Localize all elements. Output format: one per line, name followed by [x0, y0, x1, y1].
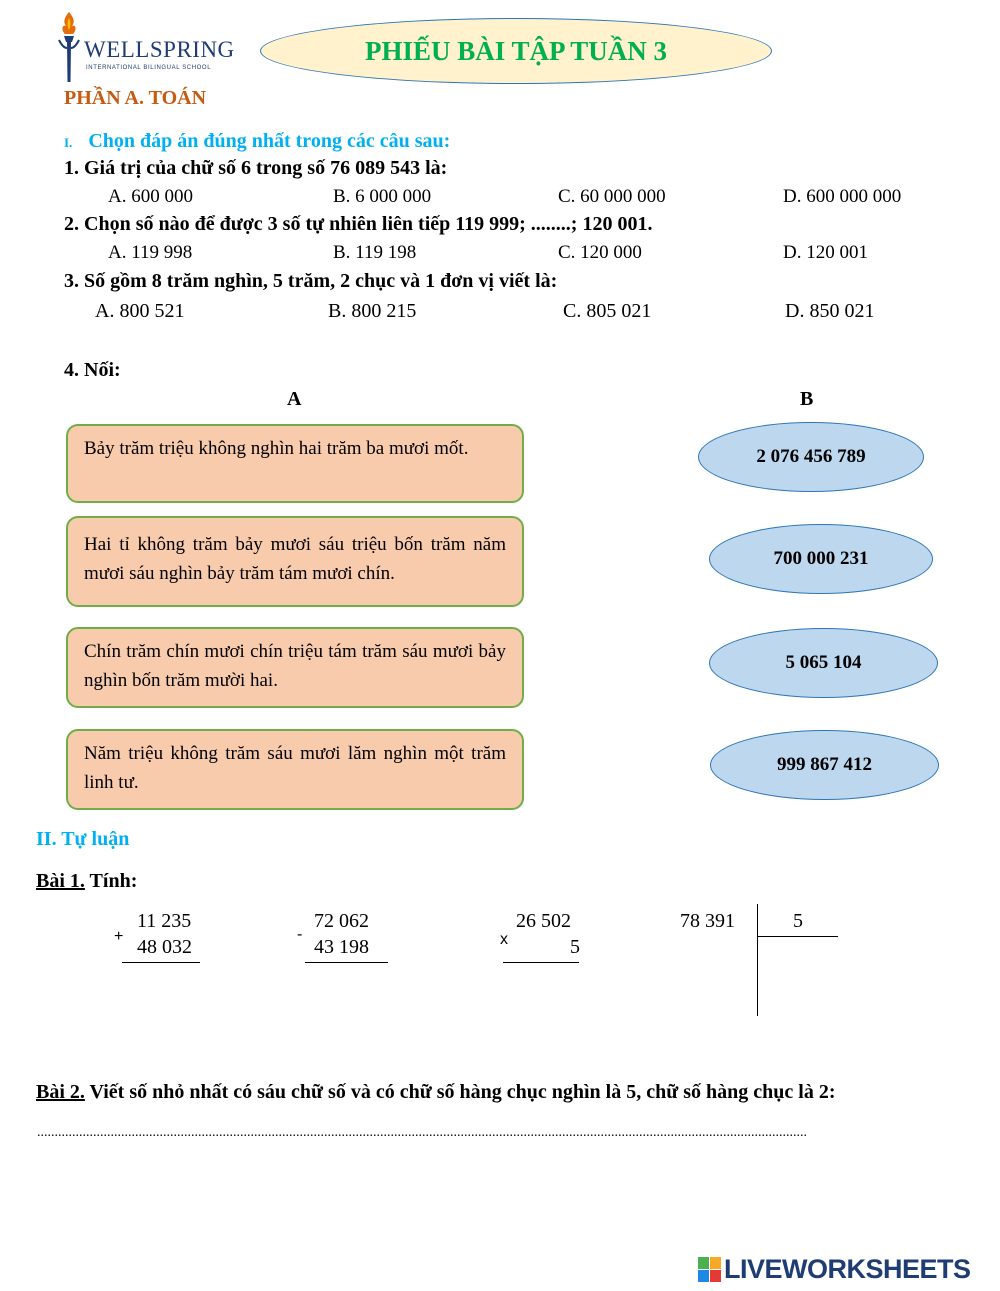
logo-subtitle: INTERNATIONAL BILINGUAL SCHOOL [86, 65, 212, 71]
match-a-item[interactable]: Bảy trăm triệu không nghìn hai trăm ba mươi mốt. [66, 424, 524, 503]
minus-sign: - [297, 926, 303, 943]
section-1-number: I. [64, 135, 73, 150]
question-2: 2. Chọn số nào để được 3 số tự nhiên liên tiếp 119 999; ........; 120 001. [64, 213, 653, 235]
page-title: PHIẾU BÀI TẬP TUẦN 3 [364, 35, 668, 66]
match-a-item[interactable]: Chín trăm chín mươi chín triệu tám trăm sáu mươi bảy nghìn bốn trăm mười hai. [66, 627, 524, 708]
question-3: 3. Số gồm 8 trăm nghìn, 5 trăm, 2 chục và 1 đơn vị viết là: [64, 270, 558, 292]
title-banner [260, 18, 772, 84]
bai-1-text: Tính: [84, 870, 138, 892]
bai-2-question [36, 1081, 835, 1104]
match-b-item[interactable]: 999 867 412 [710, 730, 939, 800]
section-1-heading [64, 130, 450, 153]
q2-option-c[interactable]: C. 120 000 [558, 242, 642, 263]
q1-option-b[interactable]: B. 6 000 000 [333, 186, 432, 207]
match-b-item[interactable]: 2 076 456 789 [698, 422, 924, 492]
q2-option-a[interactable]: A. 119 998 [108, 242, 193, 263]
mul-underline [503, 962, 579, 963]
liveworksheets-logo-icon [698, 1257, 722, 1283]
column-a-header: A [287, 388, 302, 410]
div-divisor: 5 [793, 910, 803, 932]
plus-sign: + [114, 928, 124, 945]
q1-option-a[interactable]: A. 600 000 [108, 186, 193, 207]
match-b-item[interactable]: 5 065 104 [709, 628, 938, 698]
match-a-item[interactable]: Năm triệu không trăm sáu mươi lăm nghìn một trăm linh tư. [66, 729, 524, 810]
bai-2-text: Viết số nhỏ nhất có sáu chữ số và có chữ số hàng chục nghìn là 5, chữ số hàng chục là 2: [84, 1081, 836, 1103]
section-2-heading: II. Tự luận [36, 828, 130, 850]
section-1-title: Chọn đáp án đúng nhất trong các câu sau: [88, 130, 451, 152]
sub-answer-field[interactable] [305, 966, 388, 992]
bai-1-label: Bài 1. [36, 870, 85, 892]
column-b-header: B [800, 388, 814, 410]
sub-operand-1: 72 062 [314, 910, 369, 932]
mul-operand-1: 26 502 [516, 910, 571, 932]
part-a-heading: PHẦN A. TOÁN [64, 87, 207, 109]
add-answer-field[interactable] [122, 966, 200, 992]
bai-2-label: Bài 2. [36, 1081, 85, 1103]
sub-operand-2: 43 198 [314, 936, 369, 958]
q1-option-d[interactable]: D. 600 000 000 [783, 186, 902, 207]
bai-1-heading [36, 870, 137, 893]
q3-option-d[interactable]: D. 850 021 [785, 300, 875, 322]
q2-option-b[interactable]: B. 119 198 [333, 242, 417, 263]
div-dividend: 78 391 [680, 910, 735, 932]
mul-operand-2: 5 [570, 936, 580, 958]
sub-underline [305, 962, 388, 963]
division-horizontal-line [757, 936, 838, 937]
division-vertical-line [757, 904, 758, 1016]
multiply-sign: x [500, 931, 508, 948]
q3-option-a[interactable]: A. 800 521 [95, 300, 185, 322]
torch-icon [56, 10, 82, 84]
liveworksheets-brand [698, 1254, 971, 1285]
logo-name: WELLSPRING [84, 37, 235, 62]
q2-option-d[interactable]: D. 120 001 [783, 242, 868, 263]
q3-option-c[interactable]: C. 805 021 [563, 300, 652, 322]
question-4: 4. Nối: [64, 359, 121, 381]
add-operand-1: 11 235 [137, 910, 192, 932]
match-a-item[interactable]: Hai tỉ không trăm bảy mươi sáu triệu bốn trăm năm mươi sáu nghìn bảy trăm tám mươi chín. [66, 516, 524, 607]
add-underline [122, 962, 200, 963]
add-operand-2: 48 032 [137, 936, 192, 958]
mul-answer-field[interactable] [503, 966, 579, 992]
liveworksheets-text: LIVEWORKSHEETS [724, 1254, 971, 1284]
question-1: 1. Giá trị của chữ số 6 trong số 76 089 543 là: [64, 157, 448, 179]
q1-option-c[interactable]: C. 60 000 000 [558, 186, 666, 207]
bai-2-answer-line[interactable]: ............................................................................................................................................................................................................................ [37, 1125, 807, 1140]
q3-option-b[interactable]: B. 800 215 [328, 300, 417, 322]
match-b-item[interactable]: 700 000 231 [709, 524, 933, 594]
div-answer-field[interactable] [760, 940, 838, 966]
school-logo [56, 10, 236, 85]
